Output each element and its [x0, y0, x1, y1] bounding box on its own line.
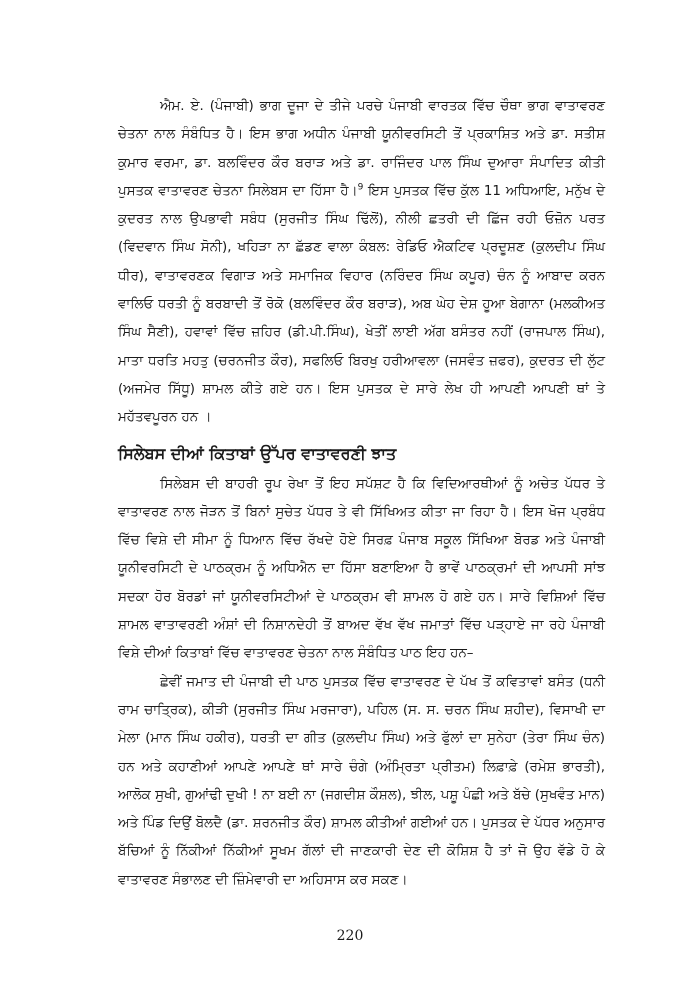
footnote-marker: 9	[357, 182, 364, 193]
page-number: 220	[336, 928, 364, 944]
paragraph-syllabus-overview: ਸਿਲੇਬਸ ਦੀ ਬਾਹਰੀ ਰੂਪ ਰੇਖਾ ਤੋਂ ਇਹ ਸਪੱਸ਼ਟ ਹੈ ਕਿ ਵਿਦਿਆਰਥੀਆਂ ਨੂੰ ਅਚੇਤ ਪੱਧਰ ਤੇ ਵਾਤਾਵਰਣ ਨਾਲ ਜੋੜਨ ਤੋਂ ਬਿਨਾਂ ਸੁਚੇਤ ਪੱਧਰ ਤੇ ਵੀ ਸਿੱਖਿਅਤ ਕੀਤਾ ਜਾ ਰਿਹਾ ਹੈ। ਇਸ ਖੋਜ ਪ੍ਰਬੰਧ ਵਿੱਚ ਵਿਸ਼ੇ ਦੀ ਸੀਮਾ ਨੂੰ ਧਿਆਨ ਵਿੱਚ ਰੱਖਦੇ ਹੋਏ ਸਿਰਫ਼ ਪੰਜਾਬ ਸਕੂਲ ਸਿੱਖਿਆ ਬੋਰਡ ਅਤੇ ਪੰਜਾਬੀ ਯੂਨੀਵਰਸਿਟੀ ਦੇ ਪਾਠਕ੍ਰਮ ਨੂੰ ਅਧਿਐਨ ਦਾ ਹਿੱਸਾ ਬਣਾਇਆ ਹੈ ਭਾਵੇਂ ਪਾਠਕ੍ਰਮਾਂ ਦੀ ਆਪਸੀ ਸਾਂਝ ਸਦਕਾ ਹੋਰ ਬੋਰਡਾਂ ਜਾਂ ਯੂਨੀਵਰਸਿਟੀਆਂ ਦੇ ਪਾਠਕ੍ਰਮ ਵੀ ਸ਼ਾਮਲ ਹੋ ਗਏ ਹਨ। ਸਾਰੇ ਵਿਸ਼ਿਆਂ ਵਿੱਚ ਸ਼ਾਮਲ ਵਾਤਾਵਰਣੀ ਅੰਸ਼ਾਂ ਦੀ ਨਿਸ਼ਾਨਦੇਹੀ ਤੋਂ ਬਾਅਦ ਵੱਖ ਵੱਖ ਜਮਾਤਾਂ ਵਿੱਚ ਪੜ੍ਹਾਏ ਜਾ ਰਹੇ ਪੰਜਾਬੀ ਵਿਸ਼ੇ ਦੀਆਂ ਕਿਤਾਬਾਂ ਵਿੱਚ ਵਾਤਾਵਰਣ ਚੇਤਨਾ ਨਾਲ ਸੰਬੰਧਿਤ ਪਾਠ ਇਹ ਹਨ–	[118, 476, 605, 662]
paragraph-text-start: ਐਮ. ਏ. (ਪੰਜਾਬੀ) ਭਾਗ ਦੂਜਾ ਦੇ ਤੀਜੇ ਪਰਚੇ ਪੰਜਾਬੀ ਵਾਰਤਕ ਵਿੱਚ ਚੌਥਾ ਭਾਗ ਵਾਤਾਵਰਣ ਚੇਤਨਾ ਨਾਲ ਸੰਬੰਧਿਤ ਹੈ। ਇਸ ਭਾਗ ਅਧੀਨ ਪੰਜਾਬੀ ਯੂਨੀਵਰਸਿਟੀ ਤੋਂ ਪ੍ਰਕਾਸ਼ਿਤ ਅਤੇ ਡਾ. ਸਤੀਸ਼ ਕੁਮਾਰ ਵਰਮਾ, ਡਾ. ਬਲਵਿੰਦਰ ਕੌਰ ਬਰਾੜ ਅਤੇ ਡਾ. ਰਾਜਿੰਦਰ ਪਾਲ ਸਿੰਘ ਦੁਆਰਾ ਸੰਪਾਦਿਤ ਕੀਤੀ ਪੁਸਤਕ ਵਾਤਾਵਰਣ ਚੇਤਨਾ ਸਿਲੇਬਸ ਦਾ ਹਿੱਸਾ ਹੈ।	[118, 99, 605, 199]
paragraph-syllabus-book	[118, 93, 605, 433]
page-body	[118, 93, 605, 895]
paragraph-text-end: ਇਸ ਪੁਸਤਕ ਵਿੱਚ ਕੁੱਲ 11 ਅਧਿਆਇ, ਮਨੁੱਖ ਦੇ ਕੁਦਰਤ ਨਾਲ ਉਪਭਾਵੀ ਸਬੰਧ (ਸੁਰਜੀਤ ਸਿੰਘ ਢਿੱਲੋਂ), ਨੀਲੀ ਛਤਰੀ ਦੀ ਛਿੱਜ ਰਹੀ ਓਜ਼ੋਨ ਪਰਤ (ਵਿਦਵਾਨ ਸਿੰਘ ਸੋਨੀ), ਖਹਿੜਾ ਨਾ ਛੱਡਣ ਵਾਲਾ ਕੰਬਲ: ਰੇਡਿਓ ਐਕਟਿਵ ਪ੍ਰਦੂਸ਼ਣ (ਕੁਲਦੀਪ ਸਿੰਘ ਧੀਰ), ਵਾਤਾਵਰਣਕ ਵਿਗਾੜ ਅਤੇ ਸਮਾਜਿਕ ਵਿਹਾਰ (ਨਰਿੰਦਰ ਸਿੰਘ ਕਪੂਰ) ਚੰਨ ਨੂੰ ਆਬਾਦ ਕਰਨ ਵਾਲਿਓ ਧਰਤੀ ਨੂੰ ਬਰਬਾਦੀ ਤੋਂ ਰੋਕੋ (ਬਲਵਿੰਦਰ ਕੌਰ ਬਰਾੜ), ਅਬ ਘੇਹ ਦੇਸ਼ ਹੂਆ ਬੇਗਾਨਾ (ਮਲਕੀਅਤ ਸਿੰਘ ਸੈਣੀ), ਹਵਾਵਾਂ ਵਿੱਚ ਜ਼ਹਿਰ (ਡੀ.ਪੀ.ਸਿੰਘ), ਖੇਤੀਂ ਲਾਈ ਅੱਗ ਬਸੰਤਰ ਨਹੀਂ (ਰਾਜਪਾਲ ਸਿੰਘ), ਮਾਤਾ ਧਰਤਿ ਮਹਤੁ (ਚਰਨਜੀਤ ਕੌਰ), ਸਫਲਿਓ ਬਿਰਖੁ ਹਰੀਆਵਲਾ (ਜਸਵੰਤ ਜ਼ਫਰ), ਕੁਦਰਤ ਦੀ ਲੁੱਟ (ਅਜਮੇਰ ਸਿੱਧੂ) ਸ਼ਾਮਲ ਕੀਤੇ ਗਏ ਹਨ। ਇਸ ਪੁਸਤਕ ਦੇ ਸਾਰੇ ਲੇਖ ਹੀ ਆਪਣੀ ਆਪਣੀ ਥਾਂ ਤੇ ਮਹੱਤਵਪੂਰਨ ਹਨ ।	[118, 183, 605, 426]
paragraph-sixth-class: ਛੇਵੀਂ ਜਮਾਤ ਦੀ ਪੰਜਾਬੀ ਦੀ ਪਾਠ ਪੁਸਤਕ ਵਿੱਚ ਵਾਤਾਵਰਣ ਦੇ ਪੱਖ ਤੋਂ ਕਵਿਤਾਵਾਂ ਬਸੰਤ (ਧਨੀ ਰਾਮ ਚਾਤ੍ਰਿਕ), ਕੀੜੀ (ਸੁਰਜੀਤ ਸਿੰਘ ਮਰਜਾਰਾ), ਪਹਿਲ (ਸ. ਸ. ਚਰਨ ਸਿੰਘ ਸ਼ਹੀਦ), ਵਿਸਾਖੀ ਦਾ ਮੇਲਾ (ਮਾਨ ਸਿੰਘ ਹਕੀਰ), ਧਰਤੀ ਦਾ ਗੀਤ (ਕੁਲਦੀਪ ਸਿੰਘ) ਅਤੇ ਫੁੱਲਾਂ ਦਾ ਸੁਨੇਹਾ (ਤੇਰਾ ਸਿੰਘ ਚੰਨ) ਹਨ ਅਤੇ ਕਹਾਣੀਆਂ ਆਪਣੇ ਆਪਣੇ ਥਾਂ ਸਾਰੇ ਚੰਗੇ (ਅੰਮ੍ਰਿਤਾ ਪ੍ਰੀਤਮ) ਲਿਫ਼ਾਫ਼ੇ (ਰਮੇਸ਼ ਭਾਰਤੀ), ਆਲੋਕ ਸੁਖੀ, ਗੁਆਂਢੀ ਦੁਖੀ ! ਨਾ ਬਈ ਨਾ (ਜਗਦੀਸ਼ ਕੌਸ਼ਲ), ਝੀਲ, ਪਸ਼ੂ ਪੰਛੀ ਅਤੇ ਬੱਚੇ (ਸੁਖਵੰਤ ਮਾਨ) ਅਤੇ ਪਿੰਡ ਦਿਉਂ ਬੋਲਦੈ (ਡਾ. ਸ਼ਰਨਜੀਤ ਕੌਰ) ਸ਼ਾਮਲ ਕੀਤੀਆਂ ਗਈਆਂ ਹਨ। ਪੁਸਤਕ ਦੇ ਪੱਧਰ ਅਨੁਸਾਰ ਬੱਚਿਆਂ ਨੂੰ ਨਿੱਕੀਆਂ ਨਿੱਕੀਆਂ ਸੂਖਮ ਗੱਲਾਂ ਦੀ ਜਾਣਕਾਰੀ ਦੇਣ ਦੀ ਕੋਸ਼ਿਸ਼ ਹੈ ਤਾਂ ਜੋ ਉਹ ਵੱਡੇ ਹੋ ਕੇ ਵਾਤਾਵਰਣ ਸੰਭਾਲਣ ਦੀ ਜ਼ਿੰਮੇਵਾਰੀ ਦਾ ਅਹਿਸਾਸ ਕਰ ਸਕਣ।	[118, 674, 605, 888]
section-heading: ਸਿਲੇਬਸ ਦੀਆਂ ਕਿਤਾਬਾਂ ਉੱਪਰ ਵਾਤਾਵਰਣੀ ਝਾਤ	[118, 443, 397, 463]
